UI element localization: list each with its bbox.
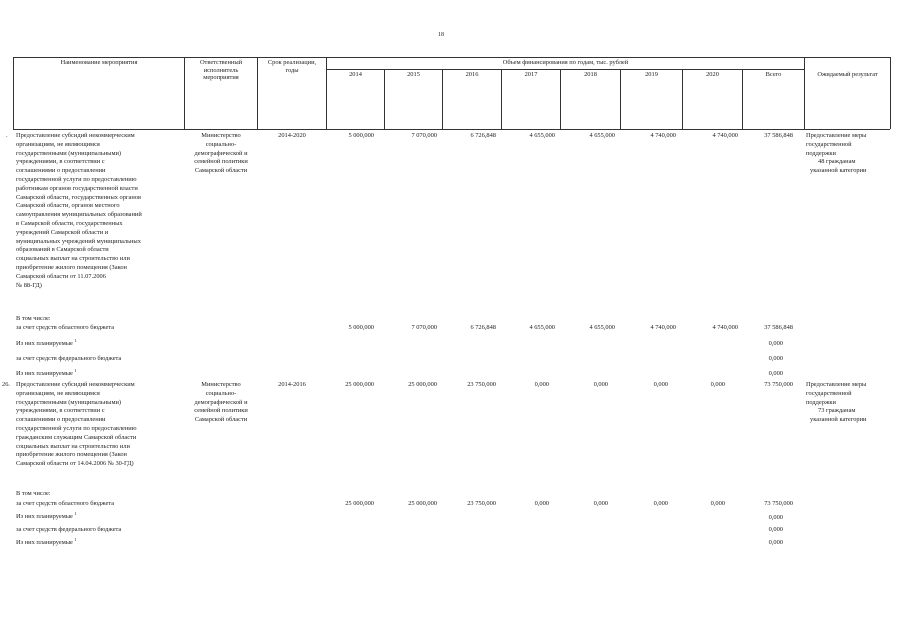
description-line: гражданским служащим Самарской области	[16, 433, 137, 441]
description-line: образований в Самарской области	[16, 246, 109, 254]
sub-value-2018: 0,000	[593, 500, 608, 507]
description-line: в Самарской области, государственных	[16, 219, 123, 227]
value-2020: 0,000	[710, 381, 725, 388]
value-2019: 0,000	[653, 381, 668, 388]
sub-label-planned	[16, 367, 77, 378]
result-line: указанной категории	[810, 416, 867, 424]
description-line: учреждений Самарской области и	[16, 228, 109, 236]
including-label: В том числе:	[16, 490, 51, 497]
description-line: организациям, не являющимся	[16, 389, 100, 397]
description-line: Самарской области, органов местного	[16, 202, 120, 210]
sub-value-2017: 0,000	[534, 500, 549, 507]
sub-value-2014: 5 000,000	[348, 324, 374, 331]
including-label: В том числе:	[16, 315, 51, 322]
header-year-2015: 2015	[407, 71, 420, 78]
responsible-line: семейной политики	[194, 158, 248, 166]
header-result: Ожидаемый результат	[817, 71, 878, 78]
description-line: соглашениями о предоставлении	[16, 416, 106, 424]
description-line: государственными (муниципальными)	[16, 149, 122, 157]
value-2016: 23 750,000	[467, 381, 496, 388]
description-line: государственной услуги по предоставлению	[16, 175, 137, 183]
footnote-mark: 1	[74, 337, 77, 343]
description-line: № 88-ГД)	[16, 281, 42, 289]
result-line: 73 гражданам	[818, 407, 856, 415]
header-year-2019: 2019	[645, 71, 658, 78]
sub-value-total: 37 586,848	[764, 324, 793, 331]
value-total: 37 586,848	[764, 132, 793, 139]
sub-value-2020: 4 740,000	[712, 324, 738, 331]
header-name: Наименование мероприятия	[60, 59, 138, 66]
result-line: поддержки	[806, 149, 836, 157]
funding-subheader-line	[326, 69, 804, 70]
description-line: самоуправления муниципальных образований	[16, 211, 142, 219]
responsible-line: Министерство	[201, 381, 241, 388]
header-year-2016: 2016	[465, 71, 479, 78]
description-line: государственной услуги по предоставлению	[16, 424, 137, 432]
responsible-line: семейной политики	[194, 407, 248, 415]
result-line: государственной	[806, 389, 852, 397]
result-line: государственной	[806, 140, 852, 148]
sub-label-federal: за счет средств федерального бюджета	[16, 526, 122, 533]
header-period-2: годы	[285, 66, 299, 74]
value-total: 73 750,000	[764, 381, 793, 388]
description-line: Самарской области, государственных органов	[16, 193, 142, 201]
row-responsible	[185, 381, 257, 425]
value-2017: 0,000	[534, 381, 549, 388]
row-result	[806, 381, 866, 425]
value-2020: 4 740,000	[712, 132, 738, 139]
header-year-2014: 2014	[349, 71, 362, 78]
responsible-line: социально-	[205, 389, 237, 397]
responsible-line: социально-	[205, 140, 237, 148]
responsible-line: Самарской области	[194, 416, 248, 424]
row-period: 2014-2020	[278, 132, 306, 139]
sub-label-planned	[16, 337, 77, 348]
result-line: Предоставление меры	[806, 132, 867, 139]
planned-text: Из них планируемые	[16, 370, 73, 377]
header-year-2017: 2017	[524, 71, 538, 78]
header-funding: Объем финансирования по годам, тыс. рублей	[502, 59, 629, 66]
result-line: поддержки	[806, 398, 836, 406]
header-responsible-2: исполнитель	[203, 66, 239, 74]
row-number: .	[6, 132, 8, 139]
sub-value-2015: 25 000,000	[408, 500, 437, 507]
planned-text: Из них планируемые	[16, 539, 73, 546]
footnote-mark: 1	[74, 536, 77, 542]
result-line: указанной категории	[810, 167, 867, 175]
description-line: учреждениями, в соответствии с	[16, 158, 105, 166]
row-period: 2014-2016	[278, 381, 306, 388]
description-line: приобретение жилого помещения (Закон	[16, 263, 127, 271]
sub-value-2016: 23 750,000	[467, 500, 496, 507]
responsible-line: Самарской области	[194, 167, 248, 175]
description-line: социальных выплат на строительство или	[16, 442, 130, 450]
header-total: Всего	[765, 71, 782, 78]
row-responsible	[185, 132, 257, 176]
sub-label-planned	[16, 510, 77, 521]
sub-label-federal: за счет средств федерального бюджета	[16, 355, 122, 362]
description-line: организациям, не являющимся	[16, 140, 100, 148]
description-line: учреждениями, в соответствии с	[16, 407, 105, 415]
grid-line	[13, 57, 14, 129]
header-year-2020: 2020	[706, 71, 719, 78]
header-period-1: Срок реализации,	[267, 59, 317, 66]
row-description	[16, 132, 142, 290]
sub-value-total: 73 750,000	[764, 500, 793, 507]
sub-label-regional: за счет средств областного бюджета	[16, 500, 115, 507]
page-number: 18	[438, 32, 444, 38]
sub-value-total: 0,000	[768, 370, 783, 377]
grid-line	[326, 57, 327, 129]
planned-text: Из них планируемые	[16, 340, 73, 347]
value-2018: 0,000	[593, 381, 608, 388]
sub-value-2019: 0,000	[653, 500, 668, 507]
header-responsible-1: Ответственный	[199, 59, 243, 66]
description-line: Самарской области от 11.07.2006	[16, 272, 106, 280]
description-line: соглашениями о предоставлении	[16, 167, 106, 175]
description-line: работникам органов государственной власти	[16, 184, 138, 192]
sub-value-total: 0,000	[768, 514, 783, 521]
sub-value-total: 0,000	[768, 355, 783, 362]
responsible-line: демографической и	[194, 398, 248, 406]
sub-value-2017: 4 655,000	[529, 324, 555, 331]
row-result	[806, 132, 866, 176]
row-description	[16, 381, 137, 469]
table-top-border	[13, 57, 890, 58]
value-2014: 5 000,000	[348, 132, 374, 139]
responsible-line: демографической и	[194, 149, 248, 157]
grid-line	[890, 57, 891, 129]
result-line: Предоставление меры	[806, 381, 867, 388]
planned-text: Из них планируемые	[16, 513, 73, 520]
footnote-mark: 1	[74, 510, 77, 516]
sub-value-total: 0,000	[768, 340, 783, 347]
sub-value-2019: 4 740,000	[650, 324, 676, 331]
description-line: социальных выплат на строительство или	[16, 255, 130, 263]
description-line: Самарской области от 14.04.2006 № 30-ГД)	[16, 460, 134, 468]
sub-value-2018: 4 655,000	[589, 324, 615, 331]
description-line: государственными (муниципальными)	[16, 398, 122, 406]
description-line: Предоставление субсидий некоммерческим	[16, 381, 135, 388]
description-line: приобретение жилого помещения (Закон	[16, 451, 127, 459]
result-line: 48 гражданам	[818, 158, 856, 166]
sub-label-planned	[16, 536, 77, 547]
value-2015: 7 070,000	[411, 132, 437, 139]
sub-value-2014: 25 000,000	[345, 500, 374, 507]
responsible-line: Министерство	[201, 132, 241, 139]
value-2019: 4 740,000	[650, 132, 676, 139]
footnote-mark: 1	[74, 367, 77, 373]
value-2017: 4 655,000	[529, 132, 555, 139]
value-2016: 6 726,848	[470, 132, 496, 139]
header-responsible-3: мероприятия	[203, 74, 239, 81]
sub-label-regional: за счет средств областного бюджета	[16, 324, 115, 331]
sub-value-total: 0,000	[768, 539, 783, 546]
sub-value-2015: 7 070,000	[411, 324, 437, 331]
grid-line	[804, 57, 805, 129]
header-year-2018: 2018	[584, 71, 597, 78]
sub-value-2016: 6 726,848	[470, 324, 496, 331]
value-2015: 25 000,000	[408, 381, 437, 388]
sub-value-total: 0,000	[768, 526, 783, 533]
value-2018: 4 655,000	[589, 132, 615, 139]
description-line: Предоставление субсидий некоммерческим	[16, 132, 135, 139]
row-number: 26.	[2, 381, 10, 388]
header-bottom-border	[13, 129, 890, 130]
value-2014: 25 000,000	[345, 381, 374, 388]
description-line: муниципальных учреждений муниципальных	[16, 237, 141, 245]
sub-value-2020: 0,000	[710, 500, 725, 507]
